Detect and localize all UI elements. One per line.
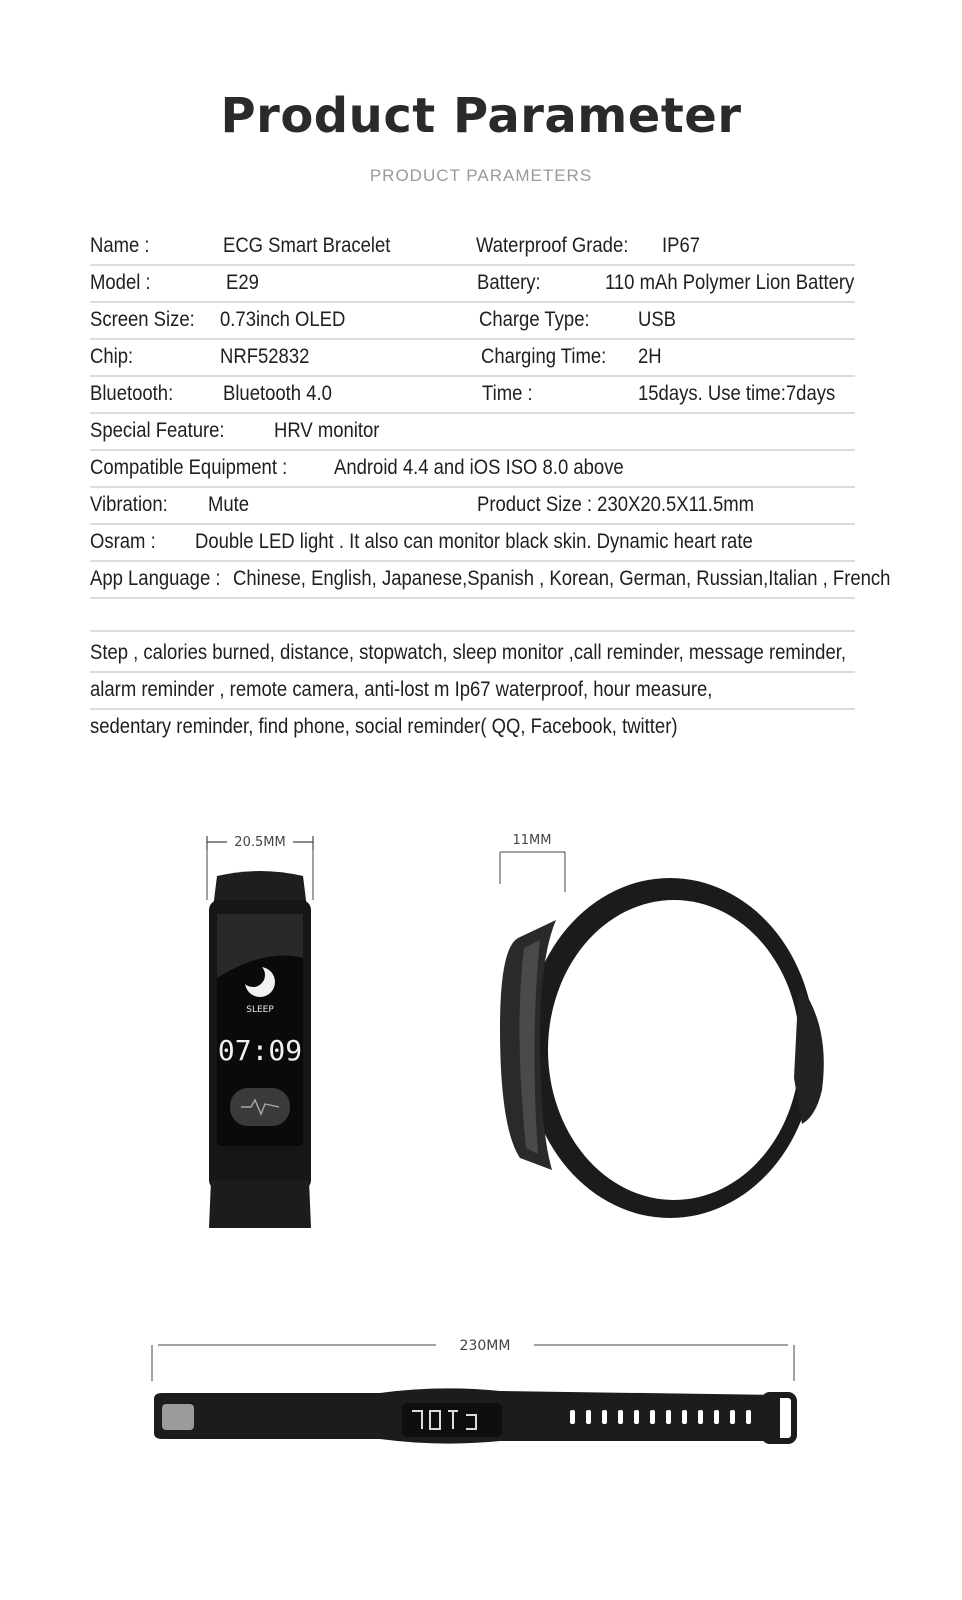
page-subtitle: PRODUCT PARAMETERS [369,166,593,185]
device-time-label: 07:09 [217,1034,303,1067]
spec-value: Chinese, English, Japanese,Spanish , Korean, German, Russian,Italian , French [233,567,891,590]
bracelet-side-view [490,828,840,1238]
spec-label: Charge Type: [479,308,590,331]
spec-row-name [90,228,855,266]
feature-line [90,635,855,673]
feature-line [90,672,855,710]
feature-text: Step , calories burned, distance, stopwatch, sleep monitor ,call reminder, message reminder, [90,641,847,664]
spec-label: Bluetooth: [90,382,174,405]
page-title: Product Parameter [220,88,742,144]
spec-value: Product Size : 230X20.5X11.5mm [477,493,755,516]
spec-label: Model : [90,271,151,294]
spec-label: Screen Size: [90,308,195,331]
features-divider [90,630,855,632]
spec-value: E29 [226,271,259,294]
spec-value: Android 4.4 and iOS ISO 8.0 above [334,456,624,479]
spec-row-language [90,561,891,599]
spec-row-vibration [90,487,855,525]
spec-label: App Language : [90,567,221,590]
spec-row-special [90,413,855,451]
spec-row-model [90,265,855,303]
dimension-width-label: 20.5MM [234,835,286,850]
spec-label: Battery: [477,271,541,294]
bracelet-full-view [140,1325,810,1455]
spec-value: Mute [208,493,250,516]
spec-value: 2H [638,345,662,368]
spec-value: USB [638,308,677,331]
spec-label: Osram : [90,530,156,553]
feature-line [90,709,855,745]
feature-text: sedentary reminder, find phone, social reminder( QQ, Facebook, twitter) [90,715,678,738]
spec-label: Waterproof Grade: [476,234,629,257]
spec-label: Charging Time: [481,345,607,368]
spec-row-chip [90,339,855,377]
spec-row-bluetooth [90,376,855,414]
spec-row-screen [90,302,855,340]
spec-value: 110 mAh Polymer Lion Battery [605,271,855,294]
feature-text: alarm reminder , remote camera, anti-lost m Ip67 waterproof, hour measure, [90,678,713,701]
spec-value: Double LED light . It also can monitor black skin. Dynamic heart rate [195,530,753,553]
dimension-thickness-label: 11MM [512,833,552,848]
spec-value: Bluetooth 4.0 [223,382,332,405]
spec-label: Special Feature: [90,419,225,442]
spec-value: NRF52832 [220,345,310,368]
spec-value: 15days. Use time:7days [638,382,836,405]
spec-row-compatible [90,450,855,488]
device-mode-label: SLEEP [246,1005,274,1015]
dimension-length-label: 230MM [459,1338,511,1354]
spec-value: 0.73inch OLED [220,308,346,331]
spec-label: Chip: [90,345,134,368]
spec-label: Name : [90,234,150,257]
spec-row-osram [90,524,855,562]
spec-label: Time : [482,382,533,405]
spec-label: Vibration: [90,493,168,516]
spec-label: Compatible Equipment : [90,456,288,479]
bracelet-front-view [195,828,325,1248]
spec-value: HRV monitor [274,419,380,442]
spec-value: ECG Smart Bracelet [223,234,391,257]
spec-value: IP67 [662,234,701,257]
